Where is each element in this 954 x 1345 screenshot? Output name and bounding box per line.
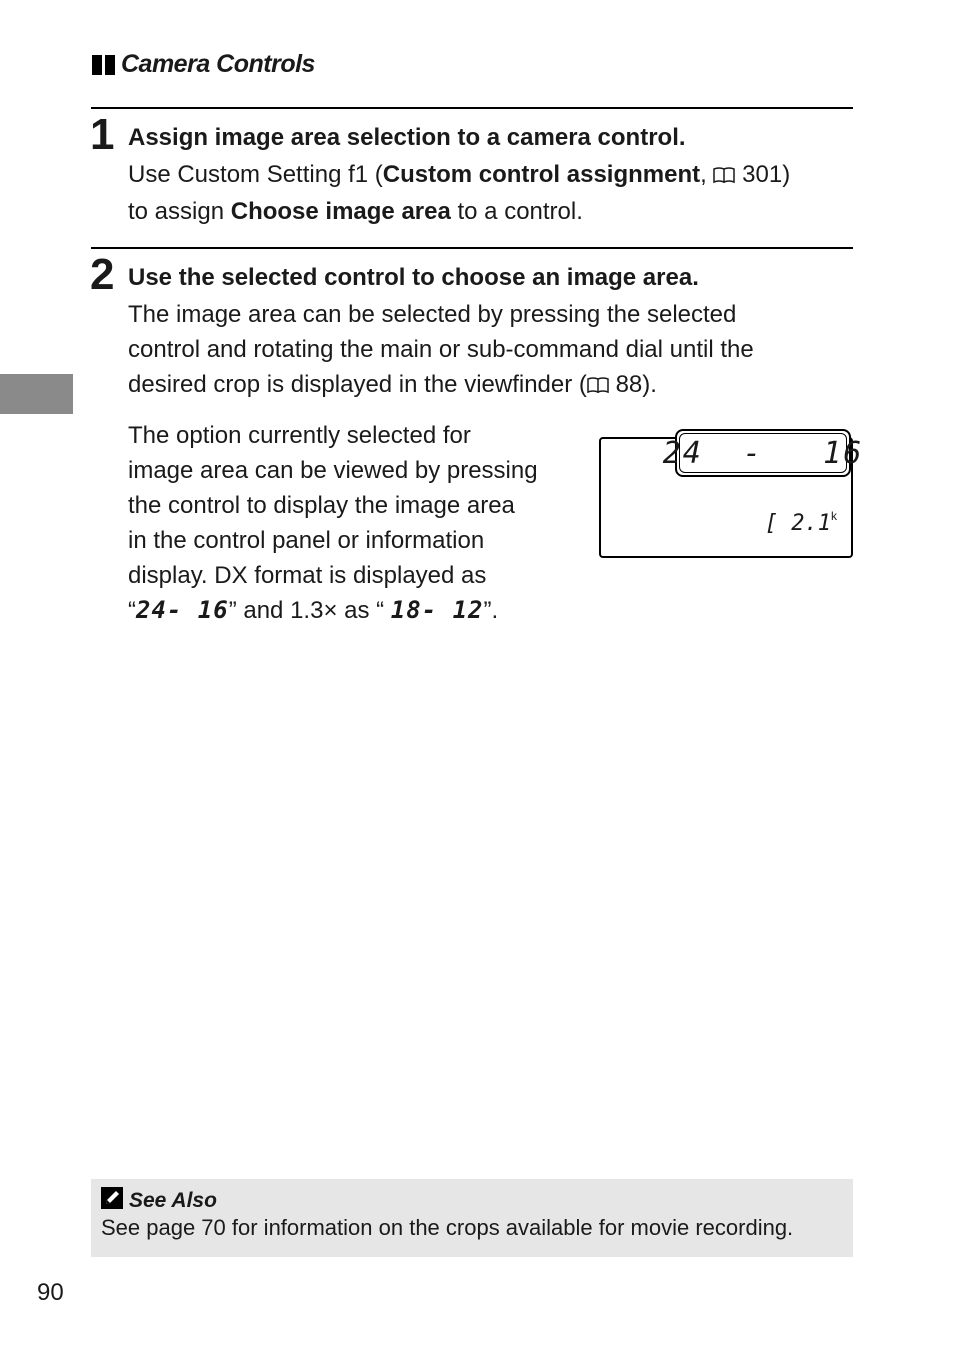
see-also-heading: [101, 1187, 217, 1215]
see-also-text: See page 70 for information on the crops available for movie recording.: [101, 1215, 794, 1240]
custom-control-assignment-term: Custom control assignment: [382, 161, 701, 188]
image-area-readout: 24 - 16: [662, 435, 864, 471]
step2-line3: desired crop is displayed in the viewfinder (: [128, 371, 587, 398]
book-reference-icon: [587, 369, 609, 404]
step1-page-ref[interactable]: 301): [742, 161, 791, 188]
step1-body: [128, 157, 858, 229]
see-also-title: See Also: [129, 1189, 217, 1212]
step1-text-c: to assign: [128, 198, 231, 225]
image-area-display-frame: [662, 429, 864, 477]
step2-divider: [91, 247, 853, 249]
para2-line1: The option currently selected for: [128, 422, 471, 449]
control-panel-illustration: [599, 435, 864, 558]
exposure-count: 2.1: [791, 511, 831, 536]
crop-1-3x-display: 18- 12: [390, 596, 484, 624]
book-reference-icon: [713, 159, 735, 194]
step1-divider: [91, 107, 853, 109]
step2-body: [128, 297, 858, 404]
section-marker-icon: [92, 55, 115, 75]
thousands-suffix: k: [831, 509, 837, 523]
quote-close: ”.: [483, 597, 499, 624]
choose-image-area-term: Choose image area: [230, 198, 451, 225]
bracket-glyph: [: [764, 511, 778, 536]
para2-line2: image area can be viewed by pressing: [128, 457, 538, 484]
step2-page-ref[interactable]: 88).: [615, 371, 657, 398]
dx-format-display: 24- 16: [136, 596, 229, 624]
section-title: Camera Controls: [121, 50, 315, 78]
remaining-exposures-readout: [765, 509, 837, 536]
step1-number: 1: [90, 110, 115, 159]
quote-mid: ” and 1.3× as “: [228, 597, 391, 624]
section-heading: [92, 50, 315, 79]
step1-text-a: Use Custom Setting f1 (: [128, 161, 383, 188]
chapter-thumb-tab: [0, 374, 73, 414]
step2-paragraph2: [128, 418, 588, 628]
page-number: 90: [37, 1279, 64, 1306]
image-area-display-inner: [662, 433, 864, 473]
quote-open: “: [128, 597, 136, 624]
para2-line5: display. DX format is displayed as: [128, 562, 487, 589]
step1-text-b: ,: [700, 161, 714, 188]
see-also-note: [91, 1179, 853, 1257]
pencil-note-icon: [101, 1187, 123, 1215]
step2-number: 2: [90, 250, 115, 299]
step2-line2: control and rotating the main or sub-command dial until the: [128, 336, 754, 363]
step1-title: Assign image area selection to a camera control.: [128, 124, 686, 151]
step2-line1: The image area can be selected by pressing the selected: [128, 301, 737, 328]
para2-line4: in the control panel or information: [128, 527, 485, 554]
step2-title: Use the selected control to choose an image area.: [128, 264, 699, 291]
para2-line3: the control to display the image area: [128, 492, 515, 519]
step1-text-d: to a control.: [450, 198, 583, 225]
